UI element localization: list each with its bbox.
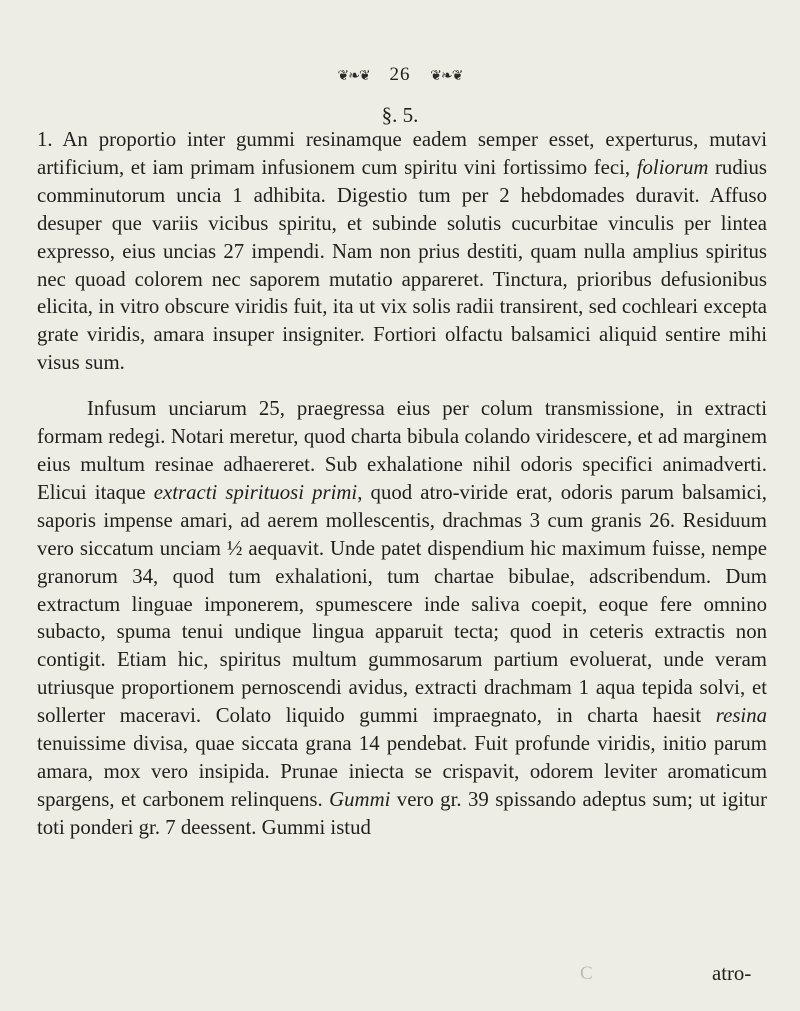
page-number: 26 <box>389 64 411 85</box>
paragraph-1-part-1: 1. An proportio inter gummi resinamque eadem semper esset, experturus, mutavi artificium, et iam primam infusionem cum spiritu vini fortissimo feci, <box>37 128 767 179</box>
body-text <box>37 126 767 842</box>
section-heading: §. 5. <box>381 103 419 127</box>
paragraph-2-part-1: Infusum unciarum 25, praegressa eius per colum transmissione, in extracti formam redegi. Notari meretur, quod charta bibula colando viridescere, et ad marginem eius multum resinae adhaereret. Sub exhalatione nihil odoris specifici animadverti. Elicui itaque <box>37 397 767 504</box>
paragraph-2 <box>37 395 767 842</box>
catchword: atro- <box>712 962 752 985</box>
paragraph-1-emphasis: foliorum <box>636 155 709 179</box>
paragraph-2-part-3: tenuissime divisa, quae siccata grana 14 pendebat. Fuit profunde viridis, initio parum amara, mox vero insipida. Prunae iniecta se crispavit, odorem leviter aromaticum spargens, et carbonem relinquens. <box>37 732 767 811</box>
page-header <box>0 64 800 86</box>
paragraph-2-emphasis-1: extracti spirituosi primi <box>153 480 358 504</box>
paragraph-2-emphasis-3: Gummi <box>329 787 391 811</box>
header-ornament-right: ❦❧❦ <box>430 69 463 84</box>
paragraph-2-emphasis-2: resina <box>715 704 767 728</box>
paragraph-1-part-2: rudius comminutorum uncia 1 adhibita. Digestio tum per 2 hebdomades duravit. Affuso desuper que variis vicibus spiritu, et subinde solutis cucurbitae vinculis per lintea expresso, eius uncias 27 impendi. Nam non prius destiti, quam nulla amplius spiritus nec quoad colorem nec saporem mutatio appareret. Tinctura, prioribus defusionibus elicita, in vitro obscure viridis fuit, ita ut vix solis radii transirent, sed cochleari excepta grate viridis, amara insuper insigniter. Fortiori olfactu balsamici aliquid sentire mihi visus sum. <box>37 155 767 375</box>
paragraph-2-part-4: vero gr. 39 spissando adeptus sum; ut igitur toti ponderi gr. 7 deessent. Gummi istud <box>37 787 768 839</box>
paragraph-2-part-2: , quod atro-viride erat, odoris parum balsamici, saporis impense amari, ad aerem mollescentis, drachmas 3 cum granis 26. Residuum vero siccatum unciam ½ aequavit. Unde patet dispendium hic maximum fuisse, nempe granorum 34, quod tum exhalationi, tum chartae bibulae, adscribendum. Dum extractum linguae imponerem, spumescere inde saliva coepit, eoque fere omnino subacto, spuma tenui undique lingua apparuit tecta; quod in ceteris extractis non contigit. Etiam hic, spiritus multum gummosarum partium evoluerat, unde veram utriusque proportionem pernoscendi avidus, extracti drachmam 1 aqua tepida solvi, et sollerter maceravi. Colato liquido gummi impraegnato, in charta haesit <box>37 480 767 728</box>
header-ornament-left: ❦❧❦ <box>337 69 370 84</box>
signature-mark: C <box>580 963 593 984</box>
paragraph-1 <box>37 126 767 377</box>
